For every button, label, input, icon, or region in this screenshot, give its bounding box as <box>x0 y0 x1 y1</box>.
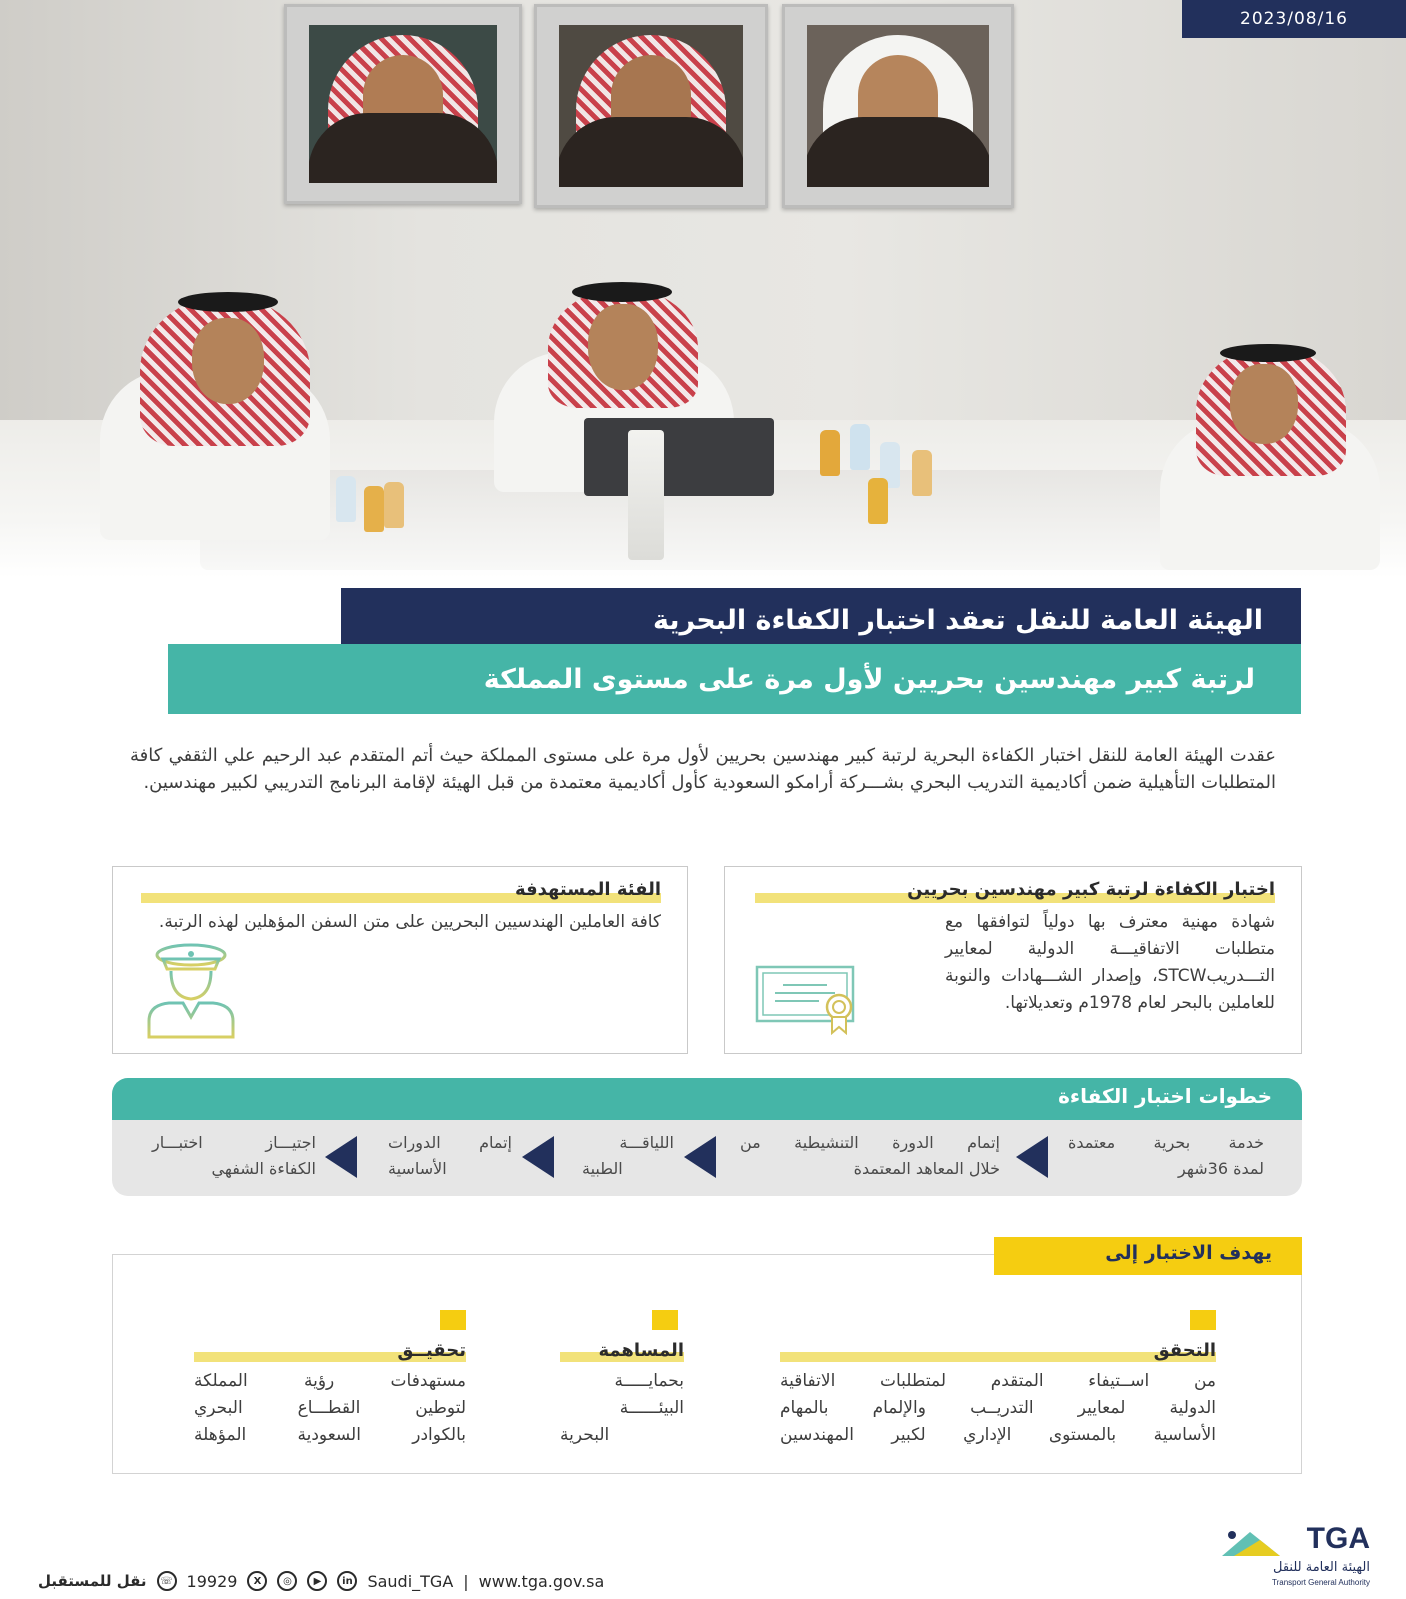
certificate-icon <box>755 963 865 1035</box>
title-line-1 <box>341 588 1301 652</box>
goal-achieve-line-2: لتوطين القطـــاع البحري <box>194 1398 466 1418</box>
footer-website[interactable]: www.tga.gov.sa <box>478 1571 605 1591</box>
tga-logo-mark-icon <box>1220 1526 1282 1560</box>
step-1-line-1: خدمة بحرية معتمدة <box>1068 1133 1264 1152</box>
goal-marker <box>652 1310 678 1330</box>
instagram-icon[interactable]: ◎ <box>277 1571 297 1591</box>
tga-logo <box>1220 1520 1370 1590</box>
youtube-icon[interactable]: ▶ <box>307 1571 327 1591</box>
goal-contribute <box>560 1310 684 1450</box>
bottle <box>820 430 840 476</box>
steps-header <box>112 1078 1302 1120</box>
x-icon[interactable]: X <box>247 1571 267 1591</box>
goal-contribute-line-2: البيئــــــة <box>619 1398 684 1418</box>
portrait-frame-right <box>782 4 1014 208</box>
linkedin-icon[interactable]: in <box>337 1571 357 1591</box>
step-arrow-icon <box>684 1136 716 1178</box>
phone-icon: ☏ <box>157 1571 177 1591</box>
date-badge: 2023/08/16 <box>1182 0 1406 38</box>
title-line-2 <box>168 644 1301 714</box>
goal-achieve <box>194 1310 466 1450</box>
step-1 <box>1068 1130 1264 1182</box>
target-card-body: كافة العاملين الهندسيين البحريين على متن السفن المؤهلين لهذه الرتبة. <box>158 912 661 932</box>
step-5-line-1: اجتيـــاز اختبـــار <box>152 1133 316 1152</box>
portrait-frame-left <box>284 4 522 204</box>
step-arrow-icon <box>522 1136 554 1178</box>
goal-contribute-line-3: البحرية <box>560 1425 610 1445</box>
target-card-heading: الفئة المستهدفة <box>514 879 661 900</box>
heading-highlight <box>780 1352 1216 1362</box>
bottle <box>336 476 356 522</box>
goal-verify-text <box>780 1368 1216 1449</box>
desk-flag <box>628 430 664 560</box>
goal-verify-line-1: من اســتيفاء المتقدم لمتطلبات الاتفاقية <box>780 1371 1216 1391</box>
goal-achieve-title: تحقيــق <box>397 1340 466 1361</box>
footer-separator: | <box>463 1571 469 1591</box>
goal-verify-line-3: الأساسية بالمستوى الإداري لكبير المهندسين <box>780 1425 1216 1445</box>
goal-contribute-text <box>560 1368 684 1449</box>
bottle <box>912 450 932 496</box>
goal-verify-line-2: الدولية لمعايير التدريــب والإلمام بالمهام <box>780 1398 1216 1418</box>
person-right <box>1150 344 1400 564</box>
goal-contribute-title: المساهمة <box>598 1340 684 1361</box>
step-4-line-1: إتمام الدورات <box>388 1133 512 1152</box>
footer-handle[interactable]: Saudi_TGA <box>367 1571 454 1591</box>
tga-logo-english: Transport General Authority <box>1272 1578 1370 1587</box>
target-group-card <box>112 866 688 1054</box>
bottle <box>384 482 404 528</box>
title-line-1-text: الهيئة العامة للنقل تعقد اختبار الكفاءة البحرية <box>652 604 1263 636</box>
step-4 <box>388 1130 512 1182</box>
ship-officer-icon <box>143 941 243 1041</box>
goal-achieve-text <box>194 1368 466 1449</box>
goals-heading: يهدف الاختبار إلى <box>1105 1242 1272 1264</box>
footer-phone[interactable]: 19929 <box>186 1571 238 1591</box>
bottle <box>364 486 384 532</box>
portrait-frame-center <box>534 4 768 208</box>
step-5 <box>152 1130 316 1182</box>
footer-slogan: نقل للمستقبل <box>38 1572 147 1590</box>
goal-contribute-line-1: بحمايـــــة <box>614 1371 684 1391</box>
intro-paragraph: عقدت الهيئة العامة للنقل اختبار الكفاءة البحرية لرتبة كبير مهندسين بحريين لأول مرة على مستوى المملكة حيث أتم المتقدم عبد الرحيم علي الثقفي كافة المتطلبات التأهيلية ضمن أكاديمية التدريب البحري بشـــركة أرامكو السعودية كأول أكاديمية معتمدة من قبل الهيئة لإقامة البرنامج التدريبي لكبير مهندسين. <box>130 745 1276 793</box>
title-line-2-text: لرتبة كبير مهندسين بحريين لأول مرة على مستوى المملكة <box>483 663 1255 695</box>
footer-contact <box>38 1571 604 1591</box>
step-2-line-1: إتمام الدورة التنشيطية من <box>740 1133 1000 1152</box>
person-left <box>90 290 350 540</box>
bottle <box>868 478 888 524</box>
tga-logo-letters: TGA <box>1306 1522 1370 1555</box>
exam-card-heading: اختبار الكفاءة لرتبة كبير مهندسين بحريين <box>907 879 1275 900</box>
step-arrow-icon <box>1016 1136 1048 1178</box>
tga-logo-arabic: الهيئة العامة للنقل <box>1273 1560 1370 1575</box>
exam-card-body: شهادة مهنية معترف بها دولياً لتوافقها مع متطلبات الاتفاقيـــة الدولية لمعايير التـــدريبSTCW، وإصدار الشـــهادات والنوبة للعاملين بالبحر لعام 1978م وتعديلاتها. <box>945 912 1275 1013</box>
hero-photo <box>0 0 1406 578</box>
goal-verify-title: التحقق <box>1153 1340 1216 1361</box>
goal-marker <box>1190 1310 1216 1330</box>
step-3-line-2: الطبية <box>582 1159 623 1178</box>
step-3-line-1: اللياقـــة <box>619 1133 674 1152</box>
goal-achieve-line-3: بالكوادر السعودية المؤهلة <box>194 1425 466 1445</box>
step-3 <box>582 1130 674 1182</box>
step-arrow-icon <box>325 1136 357 1178</box>
laptop <box>584 418 774 496</box>
steps-heading: خطوات اختبار الكفاءة <box>1058 1084 1272 1108</box>
goals-heading-tag <box>994 1237 1302 1275</box>
step-4-line-2: الأساسية <box>388 1159 447 1178</box>
goal-achieve-line-1: مستهدفات رؤية المملكة <box>194 1371 466 1391</box>
goal-marker <box>440 1310 466 1330</box>
exam-info-card <box>724 866 1302 1054</box>
step-5-line-2: الكفاءة الشفهي <box>211 1159 316 1178</box>
step-2 <box>740 1130 1000 1182</box>
exam-steps-panel <box>112 1078 1302 1196</box>
bottle <box>850 424 870 470</box>
step-1-line-2: لمدة 36شهر <box>1178 1159 1264 1178</box>
goal-verify <box>780 1310 1216 1450</box>
step-2-line-2: خلال المعاهد المعتمدة <box>853 1159 1000 1178</box>
footer <box>0 1520 1406 1599</box>
